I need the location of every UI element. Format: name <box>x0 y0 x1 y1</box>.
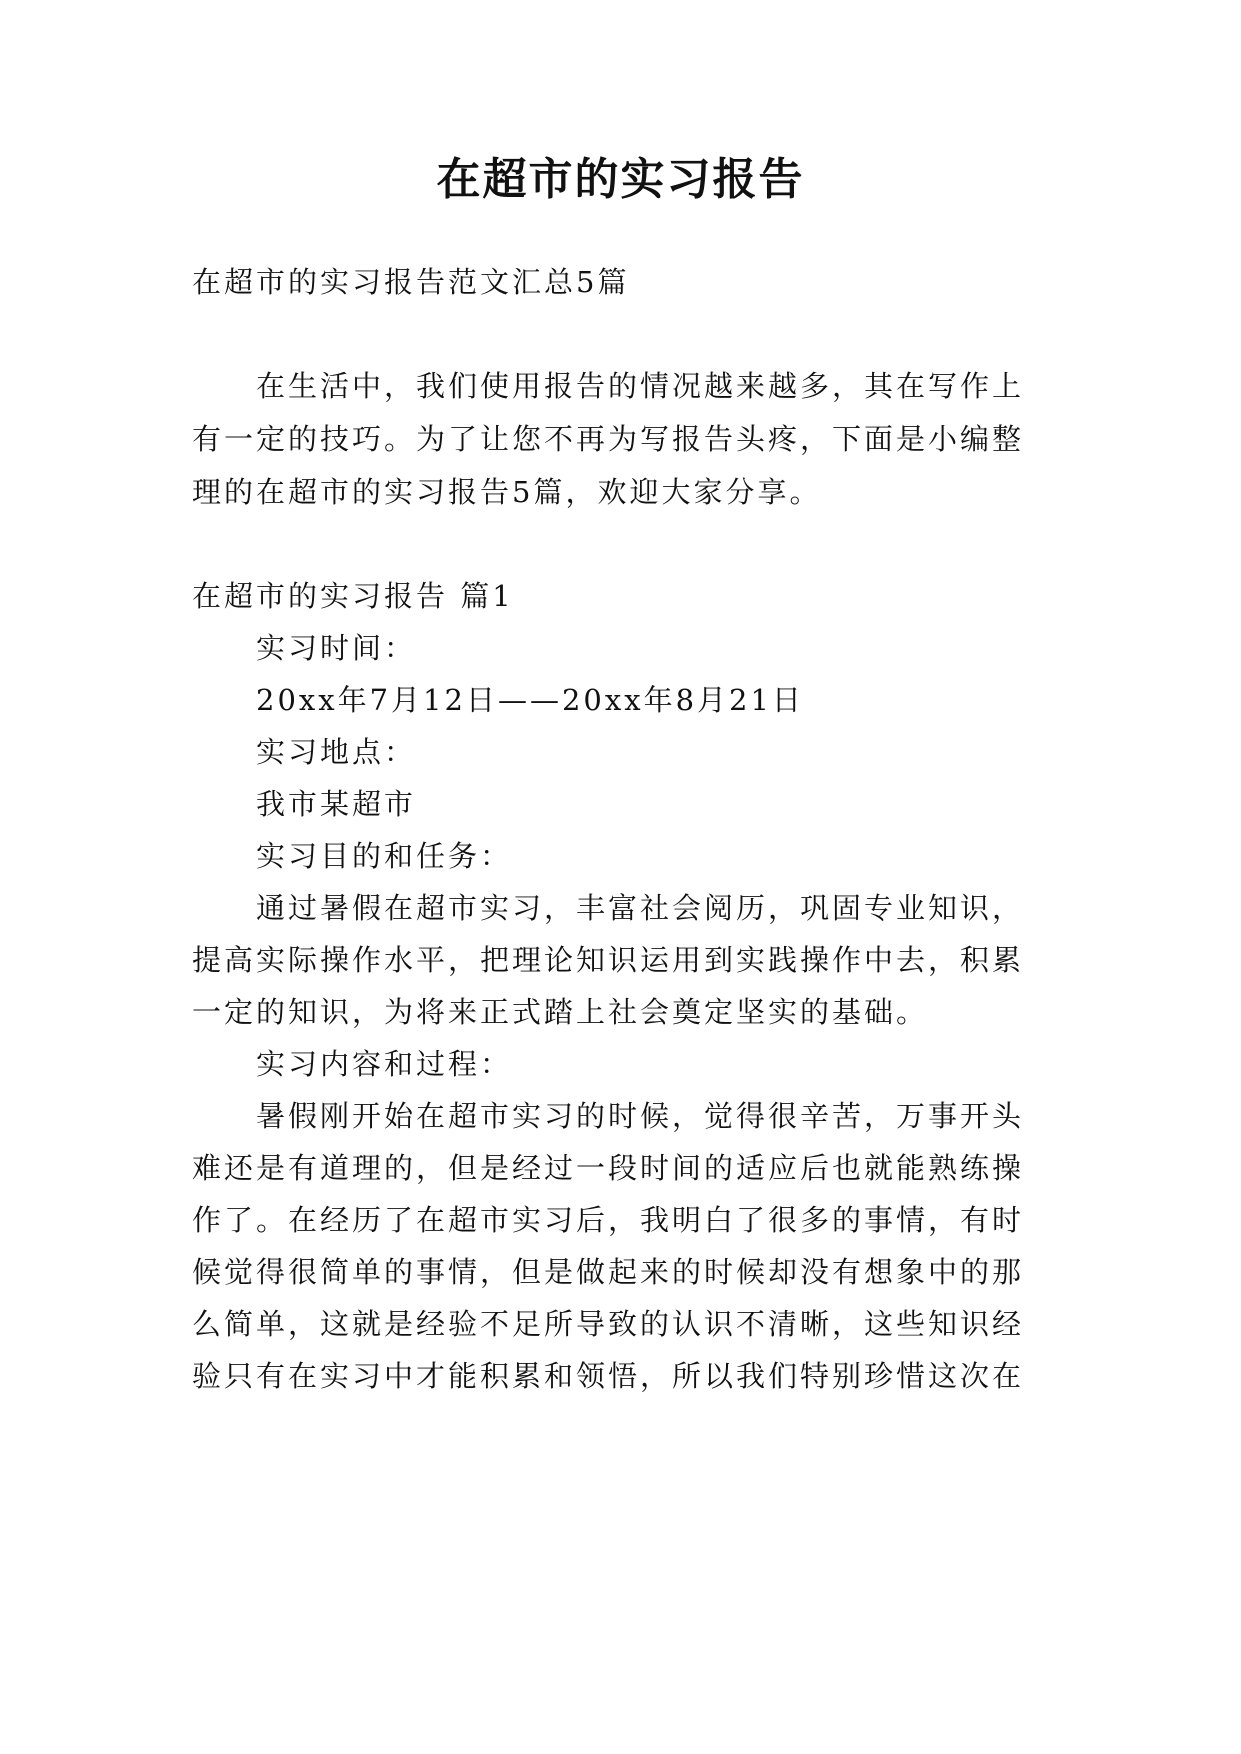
content-line: 验只有在实习中才能积累和领悟，所以我们特别珍惜这次在 <box>192 1359 1025 1393</box>
intro-line: 在生活中，我们使用报告的情况越来越多，其在写作上 <box>256 369 1025 403</box>
content-label: 实习内容和过程： <box>256 1047 513 1081</box>
content-line: 候觉得很简单的事情，但是做起来的时候却没有想象中的那 <box>192 1255 1025 1289</box>
time-label: 实习时间： <box>256 631 417 665</box>
purpose-line: 一定的知识，为将来正式踏上社会奠定坚实的基础。 <box>192 995 929 1029</box>
document-subtitle: 在超市的实习报告范文汇总5篇 <box>192 265 630 299</box>
purpose-line: 提高实际操作水平，把理论知识运用到实践操作中去，积累 <box>192 943 1025 977</box>
place-value: 我市某超市 <box>256 787 417 821</box>
document-title: 在超市的实习报告 <box>436 154 805 205</box>
intro-line: 有一定的技巧。为了让您不再为写报告头疼，下面是小编整 <box>192 422 1025 456</box>
purpose-line: 通过暑假在超市实习，丰富社会阅历，巩固专业知识， <box>256 891 1025 925</box>
intro-line: 理的在超市的实习报告5篇，欢迎大家分享。 <box>192 475 822 509</box>
content-line: 难还是有道理的，但是经过一段时间的适应后也就能熟练操 <box>192 1151 1025 1185</box>
purpose-label: 实习目的和任务： <box>256 839 513 873</box>
content-line: 作了。在经历了在超市实习后，我明白了很多的事情，有时 <box>192 1203 1025 1237</box>
time-value: 20xx年7月12日——20xx年8月21日 <box>256 683 804 717</box>
content-line: 么简单，这就是经验不足所导致的认识不清晰，这些知识经 <box>192 1307 1025 1341</box>
section-heading: 在超市的实习报告 篇1 <box>192 579 514 613</box>
place-label: 实习地点： <box>256 735 417 769</box>
content-line: 暑假刚开始在超市实习的时候，觉得很辛苦，万事开头 <box>256 1099 1025 1133</box>
